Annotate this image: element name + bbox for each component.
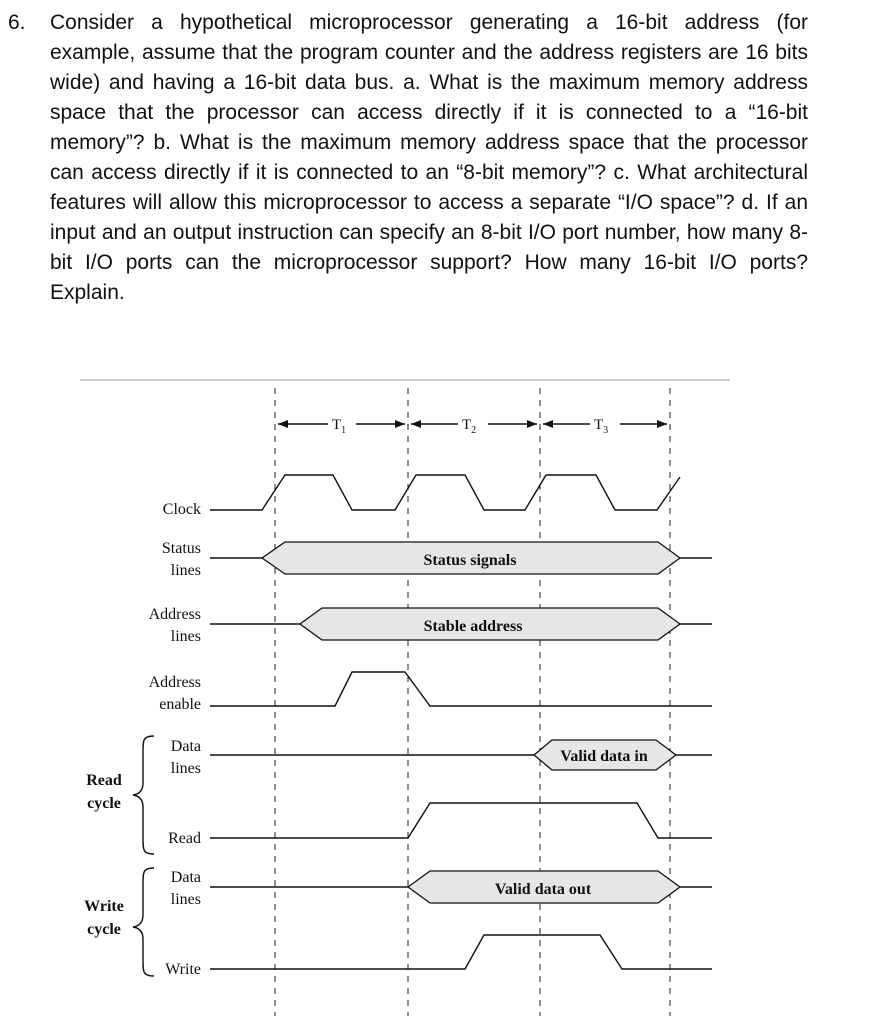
label-clock: Clock: [162, 501, 201, 518]
label-enable-2: enable: [159, 696, 201, 713]
group-read-cycle-1: Read: [86, 772, 122, 789]
period-t1-label: $T_1$: [332, 417, 347, 436]
status-signals-label: Status signals: [423, 552, 517, 569]
group-read-cycle-2: cycle: [87, 795, 121, 812]
label-status-1: Status: [161, 540, 201, 557]
bus-timing-diagram: [0, 360, 888, 1024]
valid-data-out-label: Valid data out: [494, 881, 592, 898]
clock-waveform: [210, 475, 680, 510]
label-data-out-1: Data: [170, 869, 201, 886]
label-data-in-1: Data: [170, 738, 201, 755]
period-t3: [543, 417, 667, 436]
label-read: Read: [168, 830, 201, 847]
label-write: Write: [165, 961, 201, 978]
clock-edge-guides: [275, 388, 670, 1016]
group-write-cycle-2: cycle: [87, 921, 121, 938]
label-address-2: lines: [170, 628, 201, 645]
period-t2: [411, 417, 537, 436]
write-waveform: [210, 935, 712, 969]
read-waveform: [210, 803, 712, 838]
address-enable-waveform: [210, 672, 712, 706]
period-t2-label: $T_2$: [462, 417, 477, 436]
group-write-cycle-1: Write: [84, 898, 124, 915]
period-t3-label: $T_3$: [594, 417, 609, 436]
valid-data-in-label: Valid data in: [560, 748, 648, 765]
question-number: 6.: [8, 11, 26, 34]
period-t1: [278, 417, 405, 436]
label-data-out-2: lines: [170, 891, 201, 908]
write-cycle-brace: [133, 868, 154, 976]
label-address-1: Address: [148, 606, 201, 623]
label-data-in-2: lines: [170, 760, 201, 777]
label-enable-1: Address: [148, 674, 201, 691]
stable-address-label: Stable address: [423, 618, 523, 635]
read-cycle-brace: [133, 736, 154, 854]
question-block: [0, 6, 888, 346]
question-text: Consider a hypothetical microprocessor generating a 16-bit address (for example, assume that the program counter and the address registers are 16 bits wide) and having a 16-bit data bus. a. What is the maximum memory address space that the processor can access directly if it is connected to a “16-bit memory”? b. What is the maximum memory address space that the processor can access directly if it is connected to an “8-bit memory”? c. What architectural features will allow this microprocessor to access a separate “I/O space”? d. If an input and an output instruction can specify an 8-bit I/O port number, how many 8-bit I/O ports can the microprocessor support? How many 16-bit I/O ports? Explain.: [50, 11, 808, 304]
label-status-2: lines: [170, 562, 201, 579]
